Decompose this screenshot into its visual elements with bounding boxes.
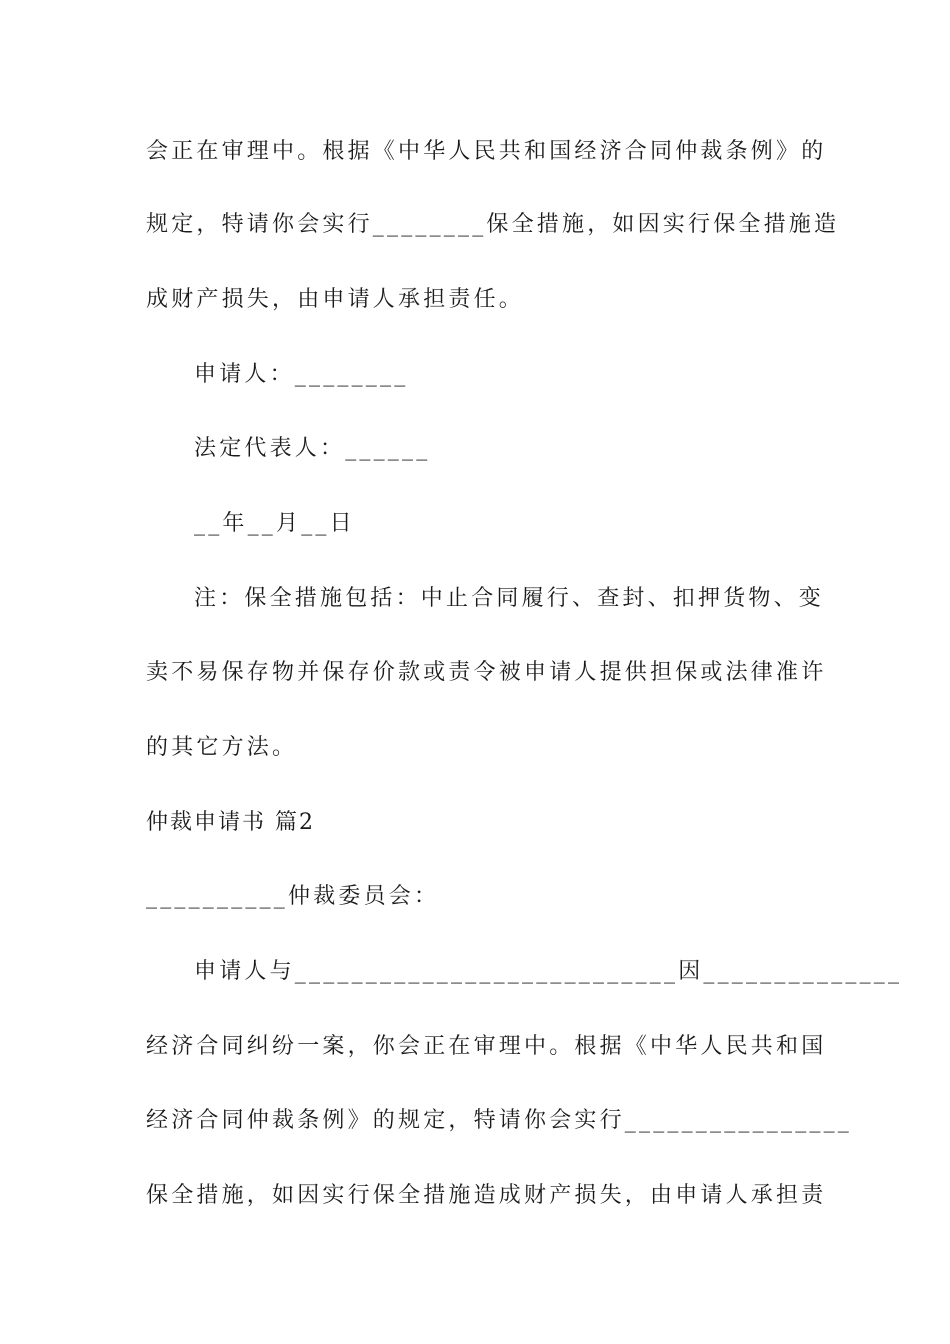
legal-representative-line: 法定代表人：______ [194,436,431,461]
note-line-2: 卖不易保存物并保存价款或责令被申请人提供担保或法律准许 [146,660,827,685]
section-heading: 仲裁申请书 篇2 [146,810,315,835]
note-line-1: 注：保全措施包括：中止合同履行、查封、扣押货物、变 [194,586,825,611]
note-line-3: 的其它方法。 [146,735,298,760]
paragraph-line-1: 会正在审理中。根据《中华人民共和国经济合同仲裁条例》的 [146,139,827,164]
body-line-2: 经济合同纠纷一案，你会正在审理中。根据《中华人民共和国 [146,1034,827,1059]
applicant-signature-line: 申请人：________ [194,362,409,387]
date-line: __年__月__日 [194,511,355,536]
paragraph-line-2: 规定，特请你会实行________保全措施，如因实行保全措施造 [146,212,840,237]
body-line-3: 经济合同仲裁条例》的规定，特请你会实行________________ [146,1108,853,1133]
body-line-4: 保全措施，如因实行保全措施造成财产损失，由申请人承担责 [146,1183,827,1208]
body-line-1: 申请人与___________________________因______________ [194,959,903,984]
addressee-line: __________仲裁委员会： [146,884,440,909]
paragraph-line-3: 成财产损失，由申请人承担责任。 [146,287,525,312]
